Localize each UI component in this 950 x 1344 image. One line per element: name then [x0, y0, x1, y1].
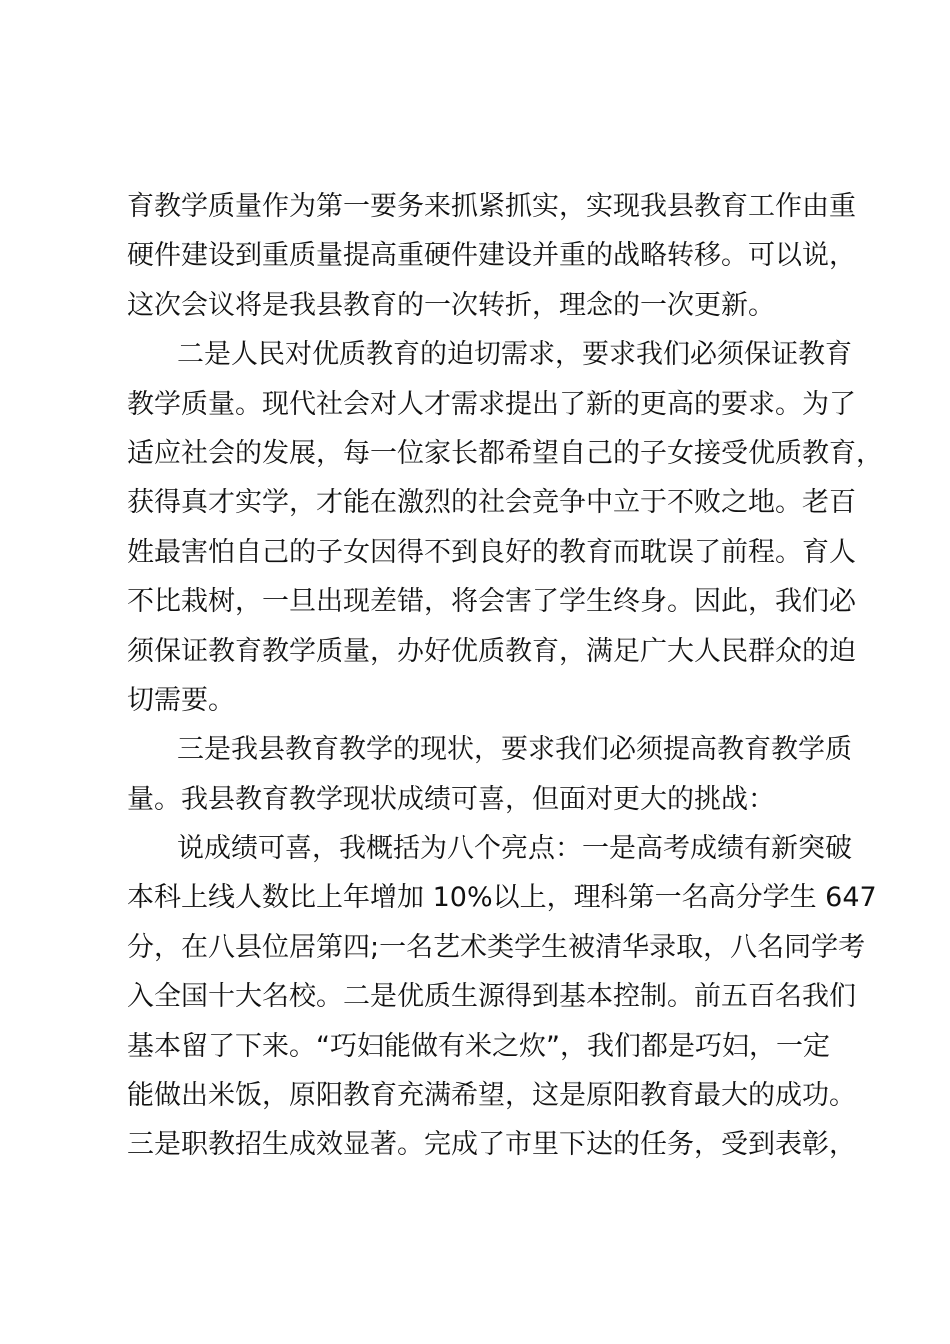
text-line: 须保证教育教学质量，办好优质教育，满足广大人民群众的迫 — [127, 635, 856, 667]
text-line: 分，在八县位居第四;一名艺术类学生被清华录取，八名同学考 — [127, 931, 866, 963]
text-line: 三是职教招生成效显著。完成了市里下达的任务，受到表彰， — [127, 1129, 856, 1161]
text-line: 这次会议将是我县教育的一次转折，理念的一次更新。 — [127, 289, 775, 321]
text-line: 能做出米饭，原阳教育充满希望，这是原阳教育最大的成功。 — [127, 1080, 856, 1112]
text-line: 说成绩可喜，我概括为八个亮点：一是高考成绩有新突破 — [177, 833, 852, 865]
text-line: 二是人民对优质教育的迫切需求，要求我们必须保证教育 — [177, 339, 852, 371]
text-line: 育教学质量作为第一要务来抓紧抓实，实现我县教育工作由重 — [127, 191, 856, 222]
text-line: 基本留了下来。“巧妇能做有米之炊”，我们都是巧妇，一定 — [127, 1030, 830, 1062]
body-text — [127, 182, 883, 1170]
text-line: 姓最害怕自己的子女因得不到良好的教育而耽误了前程。育人 — [127, 536, 856, 568]
text-line: 三是我县教育教学的现状，要求我们必须提高教育教学质 — [177, 734, 852, 766]
text-line: 获得真才实学，才能在激烈的社会竞争中立于不败之地。老百 — [127, 487, 856, 519]
text-line: 不比栽树，一旦出现差错，将会害了学生终身。因此，我们必 — [127, 586, 856, 618]
text-line: 硬件建设到重质量提高重硬件建设并重的战略转移。可以说， — [127, 240, 856, 272]
text-line: 切需要。 — [127, 684, 235, 716]
text-line: 量。我县教育教学现状成绩可喜，但面对更大的挑战： — [127, 783, 775, 815]
text-line: 本科上线人数比上年增加 10%以上，理科第一名高分学生 647 — [127, 882, 877, 914]
text-line: 教学质量。现代社会对人才需求提出了新的更高的要求。为了 — [127, 388, 856, 420]
text-line: 入全国十大名校。二是优质生源得到基本控制。前五百名我们 — [127, 981, 856, 1013]
text-line: 适应社会的发展，每一位家长都希望自己的子女接受优质教育， — [127, 437, 883, 469]
